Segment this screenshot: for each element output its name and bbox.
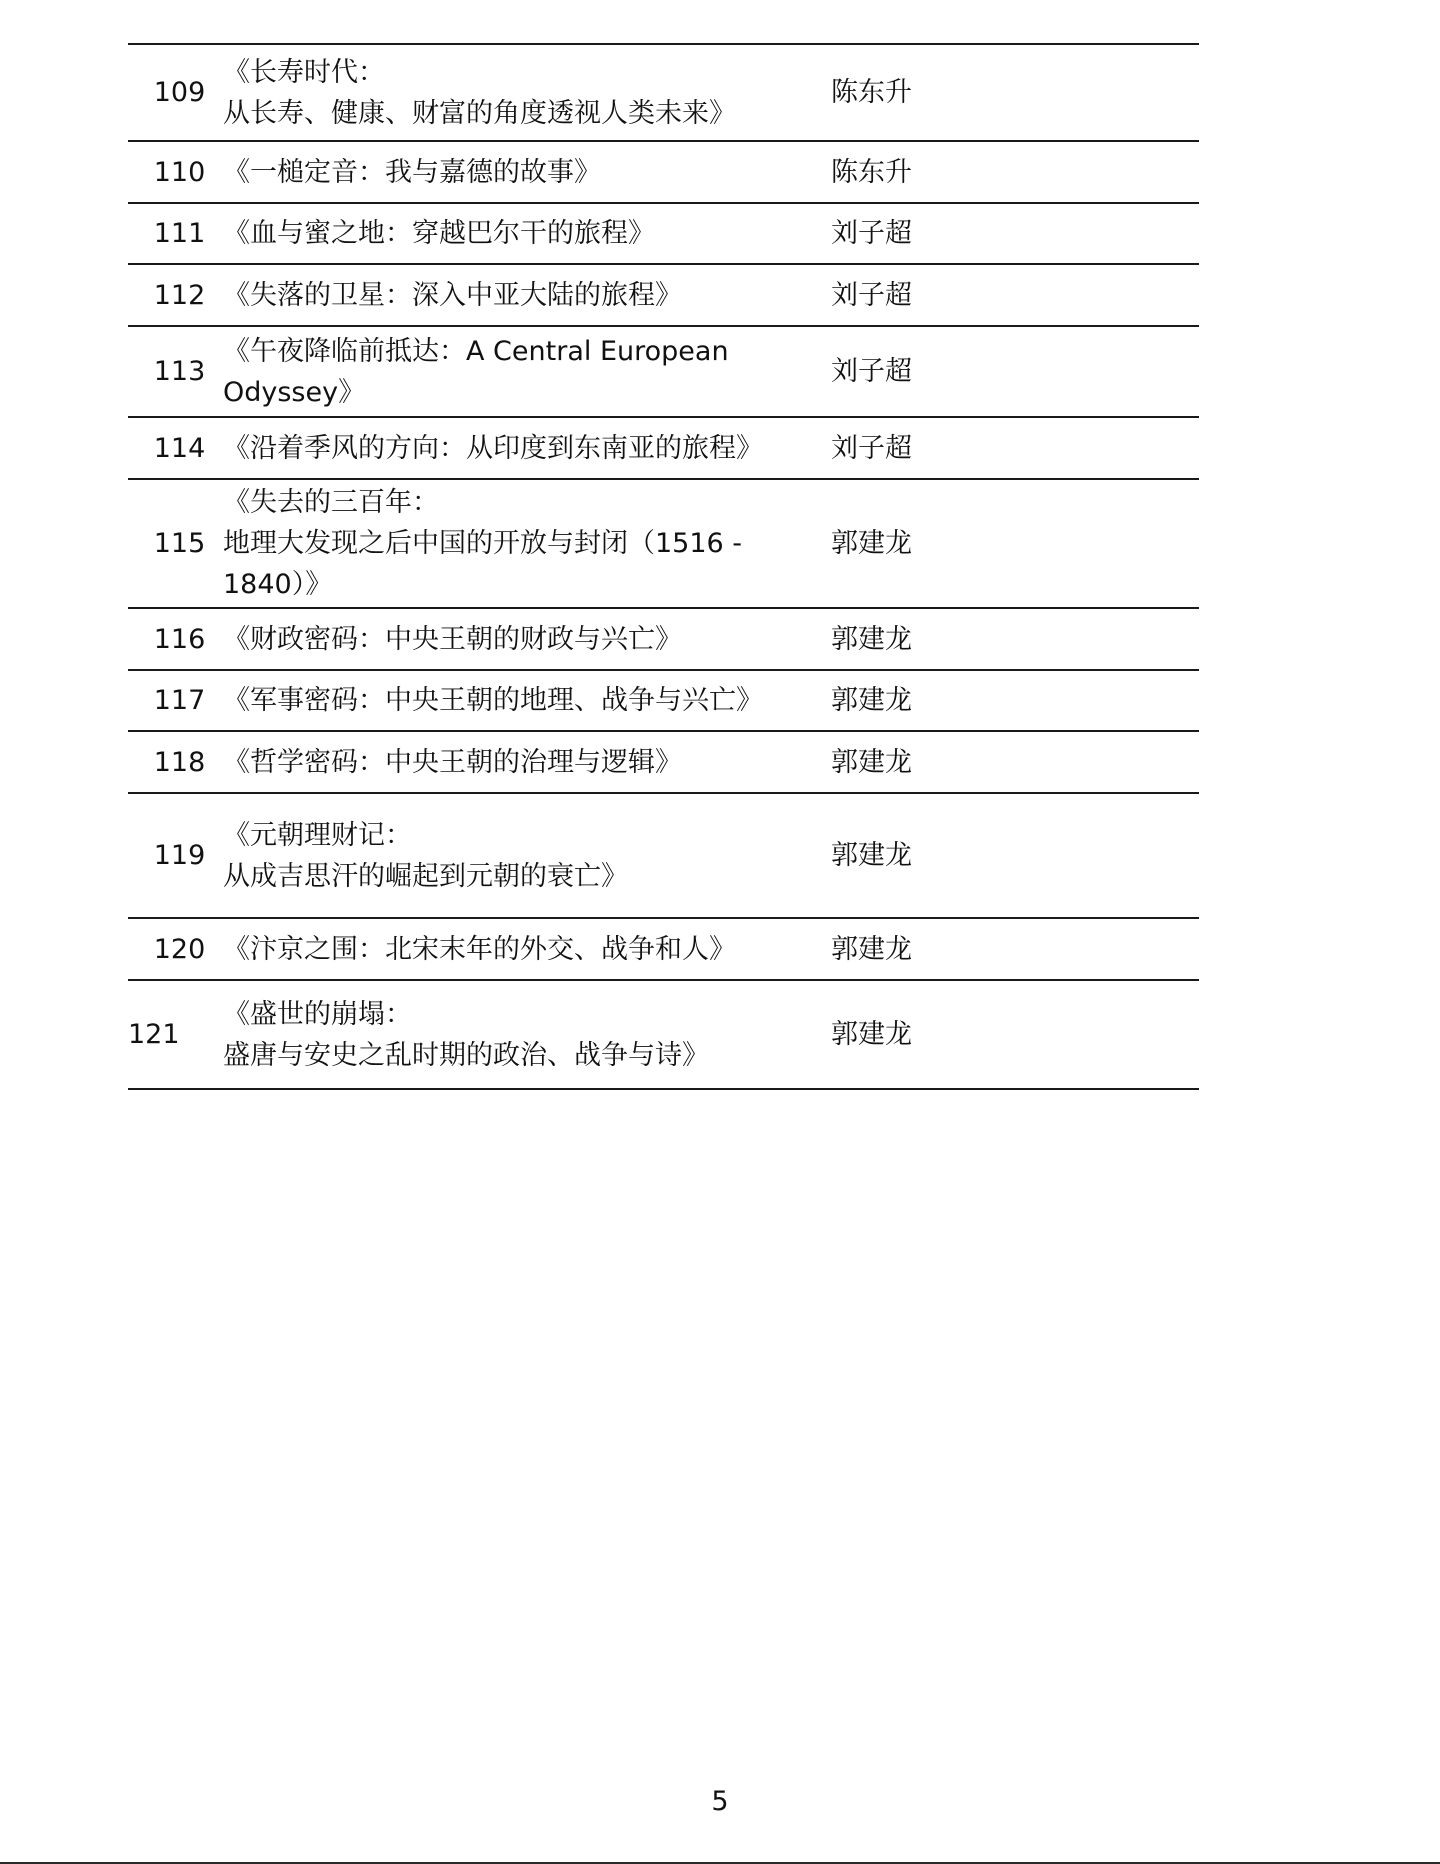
row-number: 113 [153, 356, 206, 387]
row-number: 109 [153, 77, 206, 108]
book-title: 《沿着季风的方向：从印度到东南亚的旅程》 [223, 432, 763, 464]
table-row [128, 671, 1199, 732]
book-title: 《午夜降临前抵达：A Central European Odyssey》 [223, 335, 729, 408]
book-author: 郭建龙 [831, 840, 912, 871]
book-author: 郭建龙 [831, 623, 912, 655]
row-number: 120 [153, 933, 206, 965]
row-number: 118 [153, 746, 206, 778]
row-number: 116 [153, 623, 206, 655]
table-row [128, 327, 1199, 418]
book-title: 《失去的三百年： 地理大发现之后中国的开放与封闭（1516 - 1840）》 [223, 487, 743, 600]
book-author: 郭建龙 [831, 685, 912, 716]
book-author: 刘子超 [831, 279, 912, 311]
row-number: 112 [153, 279, 206, 311]
book-author: 刘子超 [831, 432, 912, 464]
book-title: 《哲学密码：中央王朝的治理与逻辑》 [223, 746, 682, 778]
row-number: 117 [153, 685, 206, 716]
row-number: 114 [153, 432, 206, 464]
row-number: 110 [153, 156, 206, 188]
book-author: 陈东升 [831, 156, 912, 188]
table-row [128, 981, 1199, 1090]
row-number: 115 [153, 528, 206, 559]
book-title: 《血与蜜之地：穿越巴尔干的旅程》 [223, 218, 655, 249]
book-title: 《盛世的崩塌： 盛唐与安史之乱时期的政治、战争与诗》 [223, 998, 709, 1071]
book-title: 《失落的卫星：深入中亚大陆的旅程》 [223, 279, 682, 311]
row-number: 119 [153, 840, 206, 871]
table-row [128, 45, 1199, 142]
table-row [128, 480, 1199, 609]
row-number: 121 [128, 1019, 180, 1050]
book-author: 郭建龙 [831, 1019, 912, 1050]
book-title: 《财政密码：中央王朝的财政与兴亡》 [223, 623, 682, 655]
book-author: 陈东升 [831, 77, 912, 108]
table-row [128, 794, 1199, 919]
book-title: 《一槌定音：我与嘉德的故事》 [223, 156, 601, 188]
book-author: 刘子超 [831, 356, 912, 387]
table-row [128, 732, 1199, 794]
table-row [128, 204, 1199, 265]
book-title: 《军事密码：中央王朝的地理、战争与兴亡》 [223, 685, 763, 716]
table-row [128, 609, 1199, 671]
book-table [128, 43, 1199, 1090]
book-title: 《元朝理财记： 从成吉思汗的崛起到元朝的衰亡》 [223, 819, 628, 892]
page-number: 5 [711, 1786, 729, 1817]
book-author: 刘子超 [831, 218, 912, 249]
row-number: 111 [153, 218, 206, 249]
table-row [128, 418, 1199, 480]
book-author: 郭建龙 [831, 933, 912, 965]
book-author: 郭建龙 [831, 528, 912, 559]
table-row [128, 142, 1199, 204]
book-title: 《汴京之围：北宋末年的外交、战争和人》 [223, 933, 736, 965]
book-author: 郭建龙 [831, 746, 912, 778]
table-row [128, 265, 1199, 327]
table-row [128, 919, 1199, 981]
book-title: 《长寿时代： 从长寿、健康、财富的角度透视人类未来》 [223, 56, 736, 129]
